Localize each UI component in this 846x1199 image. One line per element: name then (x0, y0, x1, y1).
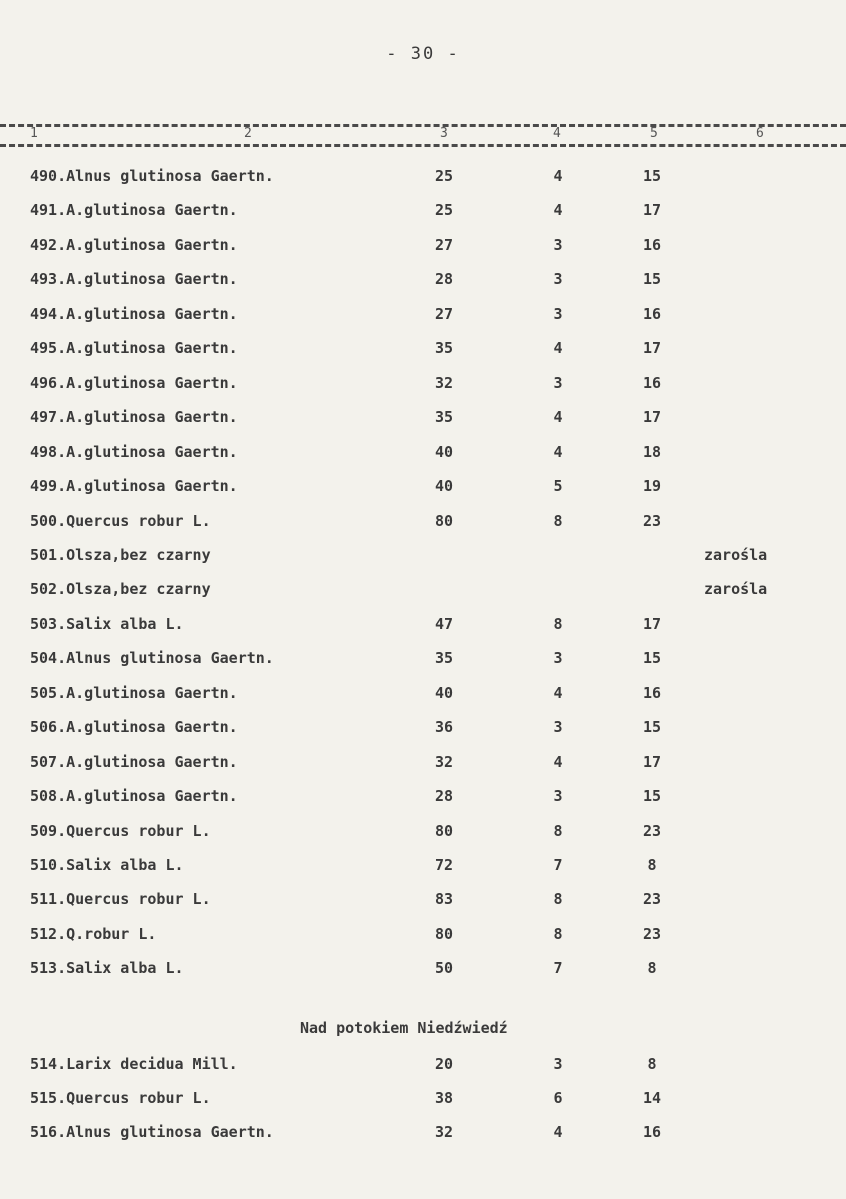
table-row (0, 753, 846, 787)
column-5-value: 19 (642, 477, 662, 496)
column-4-value: 3 (553, 787, 563, 806)
table-row (0, 1055, 846, 1089)
column-5-value: 15 (642, 649, 662, 668)
species-name: 502.Olsza,bez czarny (30, 580, 211, 599)
column-header-5: 5 (650, 126, 658, 141)
column-4-value: 8 (553, 890, 563, 909)
table-row (0, 201, 846, 235)
table-row (0, 856, 846, 890)
column-3-value: 27 (434, 304, 454, 323)
column-5-value: 15 (642, 270, 662, 289)
table-row (0, 1123, 846, 1157)
species-name: 516.Alnus glutinosa Gaertn. (30, 1123, 274, 1141)
species-name: 504.Alnus glutinosa Gaertn. (30, 649, 274, 668)
column-3-value: 32 (434, 1123, 454, 1141)
column-4-value: 4 (553, 201, 563, 220)
column-3-value: 38 (434, 1089, 454, 1107)
species-name: 507.A.glutinosa Gaertn. (30, 752, 238, 771)
header-rule-bottom (0, 144, 846, 147)
species-name: 491.A.glutinosa Gaertn. (30, 201, 238, 220)
column-4-value: 6 (553, 1089, 563, 1107)
species-name: 508.A.glutinosa Gaertn. (30, 787, 238, 806)
column-5-value: 23 (642, 890, 662, 909)
column-3-value: 80 (434, 924, 454, 943)
column-3-value: 40 (434, 477, 454, 496)
column-5-value: 17 (642, 408, 662, 427)
section-heading: Nad potokiem Niedźwiedź (300, 1019, 508, 1037)
species-name: 513.Salix alba L. (30, 959, 184, 978)
column-header-4: 4 (553, 126, 561, 141)
column-4-value: 3 (553, 270, 563, 289)
species-name: 503.Salix alba L. (30, 614, 184, 633)
species-name: 515.Quercus robur L. (30, 1089, 211, 1107)
column-4-value: 8 (553, 511, 563, 530)
column-3-value: 35 (434, 339, 454, 358)
column-4-value: 4 (553, 1123, 563, 1141)
column-5-value: 17 (642, 614, 662, 633)
column-4-value: 3 (553, 304, 563, 323)
column-3-value: 35 (434, 649, 454, 668)
column-header-6: 6 (756, 126, 764, 141)
column-5-value: 15 (642, 167, 662, 185)
table-row (0, 684, 846, 718)
species-name: 511.Quercus robur L. (30, 890, 211, 909)
column-5-value: 23 (642, 924, 662, 943)
header-rule-top (0, 124, 846, 127)
species-name: 497.A.glutinosa Gaertn. (30, 408, 238, 427)
column-3-value: 28 (434, 270, 454, 289)
column-3-value: 32 (434, 752, 454, 771)
species-name: 500.Quercus robur L. (30, 511, 211, 530)
species-name: 505.A.glutinosa Gaertn. (30, 683, 238, 702)
column-4-value: 3 (553, 1055, 563, 1073)
table-row (0, 718, 846, 752)
column-4-value: 3 (553, 649, 563, 668)
column-header-2: 2 (244, 126, 252, 141)
column-3-value: 80 (434, 821, 454, 840)
column-4-value: 4 (553, 752, 563, 771)
column-5-value: 15 (642, 787, 662, 806)
table-row (0, 580, 846, 614)
column-3-value: 50 (434, 959, 454, 978)
column-header-1: 1 (30, 126, 38, 141)
column-3-value: 35 (434, 408, 454, 427)
table-row (0, 1089, 846, 1123)
table-row (0, 787, 846, 821)
table-row (0, 408, 846, 442)
table-row (0, 649, 846, 683)
table-row (0, 443, 846, 477)
column-5-value: 15 (642, 718, 662, 737)
species-name: 499.A.glutinosa Gaertn. (30, 477, 238, 496)
column-5-value: 17 (642, 752, 662, 771)
column-4-value: 4 (553, 167, 563, 185)
column-4-value: 7 (553, 959, 563, 978)
species-name: 514.Larix decidua Mill. (30, 1055, 238, 1073)
table-row (0, 339, 846, 373)
column-3-value: 36 (434, 718, 454, 737)
column-3-value: 20 (434, 1055, 454, 1073)
column-4-value: 3 (553, 718, 563, 737)
column-5-value: 16 (642, 373, 662, 392)
column-4-value: 8 (553, 821, 563, 840)
column-5-value: 17 (642, 339, 662, 358)
column-5-value: 8 (647, 959, 657, 978)
species-name: 498.A.glutinosa Gaertn. (30, 442, 238, 461)
table-row (0, 925, 846, 959)
column-4-value: 3 (553, 235, 563, 254)
column-3-value: 83 (434, 890, 454, 909)
column-4-value: 7 (553, 856, 563, 874)
column-6-note: zarośla (704, 580, 768, 599)
column-6-note: zarośla (704, 545, 768, 564)
column-3-value: 28 (434, 787, 454, 806)
column-4-value: 3 (553, 373, 563, 392)
species-name: 512.Q.robur L. (30, 924, 157, 943)
column-3-value: 40 (434, 683, 454, 702)
column-4-value: 4 (553, 408, 563, 427)
species-name: 490.Alnus glutinosa Gaertn. (30, 167, 274, 185)
column-header-3: 3 (440, 126, 448, 141)
column-4-value: 4 (553, 339, 563, 358)
column-4-value: 8 (553, 614, 563, 633)
column-5-value: 18 (642, 442, 662, 461)
column-4-value: 4 (553, 683, 563, 702)
column-5-value: 16 (642, 235, 662, 254)
species-name: 506.A.glutinosa Gaertn. (30, 718, 238, 737)
column-3-value: 32 (434, 373, 454, 392)
table-row (0, 890, 846, 924)
species-name: 510.Salix alba L. (30, 856, 184, 874)
species-name: 492.A.glutinosa Gaertn. (30, 235, 238, 254)
table-row (0, 822, 846, 856)
table-row (0, 236, 846, 270)
column-3-value: 47 (434, 614, 454, 633)
species-name: 493.A.glutinosa Gaertn. (30, 270, 238, 289)
species-name: 495.A.glutinosa Gaertn. (30, 339, 238, 358)
column-3-value: 80 (434, 511, 454, 530)
species-name: 509.Quercus robur L. (30, 821, 211, 840)
column-5-value: 16 (642, 683, 662, 702)
table-row (0, 305, 846, 339)
column-5-value: 16 (642, 1123, 662, 1141)
table-row (0, 167, 846, 201)
column-3-value: 40 (434, 442, 454, 461)
column-3-value: 72 (434, 856, 454, 874)
column-4-value: 5 (553, 477, 563, 496)
column-3-value: 27 (434, 235, 454, 254)
table-row (0, 959, 846, 993)
table-row (0, 615, 846, 649)
table-row (0, 477, 846, 511)
column-3-value: 25 (434, 167, 454, 185)
column-5-value: 16 (642, 304, 662, 323)
column-5-value: 14 (642, 1089, 662, 1107)
table-row (0, 374, 846, 408)
column-5-value: 23 (642, 511, 662, 530)
column-5-value: 23 (642, 821, 662, 840)
column-4-value: 8 (553, 924, 563, 943)
species-name: 496.A.glutinosa Gaertn. (30, 373, 238, 392)
species-name: 494.A.glutinosa Gaertn. (30, 304, 238, 323)
column-5-value: 8 (647, 856, 657, 874)
table-row (0, 270, 846, 304)
column-3-value: 25 (434, 201, 454, 220)
table-row (0, 546, 846, 580)
species-name: 501.Olsza,bez czarny (30, 545, 211, 564)
column-5-value: 8 (647, 1055, 657, 1073)
column-4-value: 4 (553, 442, 563, 461)
table-row (0, 512, 846, 546)
column-5-value: 17 (642, 201, 662, 220)
page-number: - 30 - (386, 44, 460, 64)
